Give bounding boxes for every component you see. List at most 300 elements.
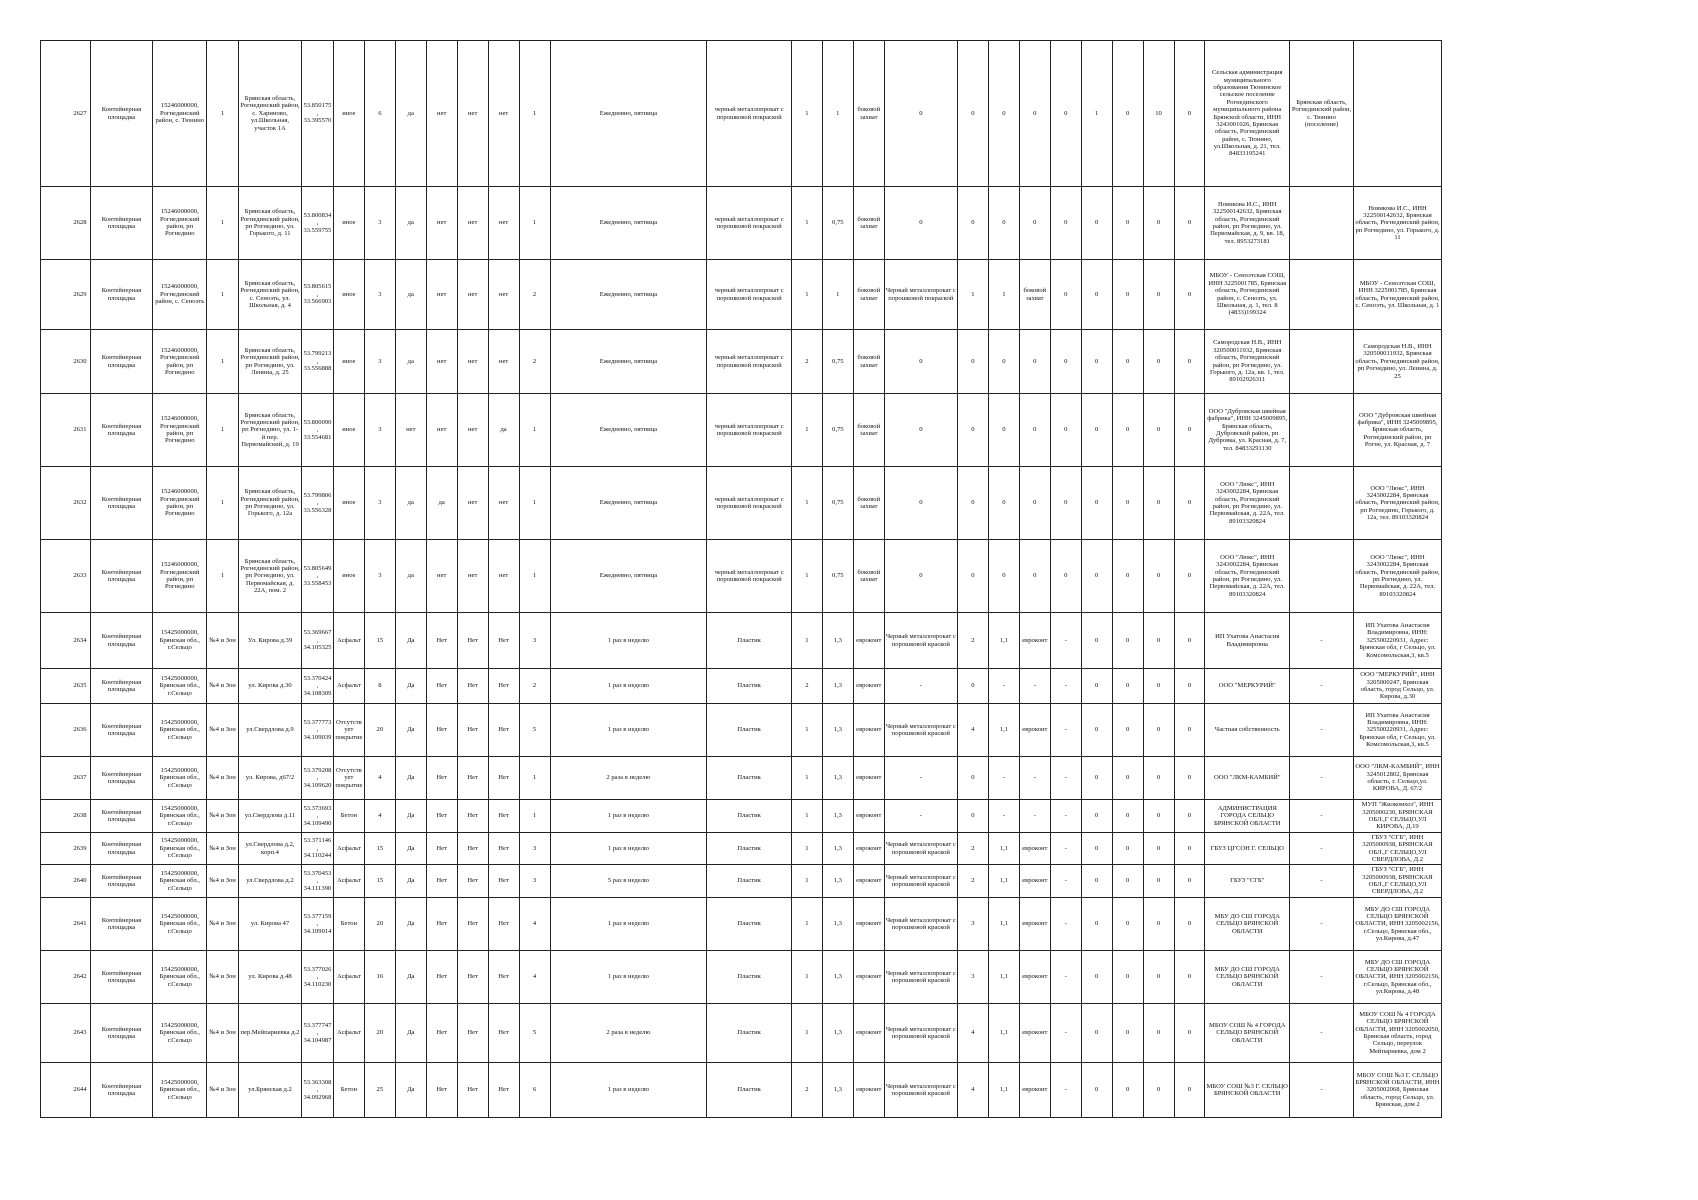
table-cell: Черный металлопрокат с порошковой краской (884, 951, 957, 1004)
table-cell: Контейнерная площадка (90, 467, 153, 540)
table-cell: 0 (884, 330, 957, 394)
table-cell: 4 (957, 704, 988, 757)
table-cell: 0 (1019, 540, 1050, 613)
table-cell: 1 раз в неделю (550, 951, 707, 1004)
table-cell: Брянская область, Рогнединский район, рп Рогнедино, ул. 1-й пер. Первомайский, д. 19 (239, 394, 302, 467)
table-cell: Сельская администрация муниципального образования Тюнинское сельское поселение Рогнединского муниципального района Брянской области, ИНН 3243001026, Брянская область, Рогнединский район, с. Тюнино, ул.Школьная, д. 21, тел. 84833195241 (1205, 41, 1290, 187)
table-cell: 0 (1081, 833, 1112, 865)
table-cell: 0 (1112, 394, 1143, 467)
table-cell: Нет (426, 865, 457, 898)
table-cell: 15425000000, Брянская обл., г.Сельцо (153, 757, 207, 800)
table-cell: 0,75 (822, 394, 853, 467)
table-cell: евроконт (1019, 1063, 1050, 1118)
table-cell: 15246000000, Рогнединский район, рп Рогнедино (153, 187, 207, 260)
table-cell: Нет (488, 898, 519, 951)
row-number-cell: 2639 (41, 833, 91, 865)
table-cell: Асфальт (333, 951, 364, 1004)
table-cell: евроконт (1019, 704, 1050, 757)
table-cell: Нет (426, 704, 457, 757)
table-row (41, 260, 1442, 330)
table-cell: МБУ ДО СШ ГОРОДА СЕЛЬЦО БРЯНСКОЙ ОБЛАСТИ (1205, 898, 1290, 951)
table-row (41, 540, 1442, 613)
table-cell: 1,3 (822, 898, 853, 951)
table-cell: 0 (957, 540, 988, 613)
table-cell: 0 (1112, 467, 1143, 540)
table-cell: Контейнерная площадка (90, 1063, 153, 1118)
table-cell: 1 (207, 330, 239, 394)
table-cell: 0 (988, 394, 1019, 467)
table-cell: Нет (488, 757, 519, 800)
table-cell: 53.805649, 33.558453 (301, 540, 333, 613)
table-cell: 1 (791, 260, 822, 330)
table-cell: евроконт (1019, 1004, 1050, 1063)
table-cell: ИП Ухатова Анастасия Владимировна (1205, 613, 1290, 669)
table-row (41, 865, 1442, 898)
table-cell: - (1050, 1063, 1081, 1118)
table-cell: 0 (1143, 757, 1174, 800)
table-cell: евроконт (853, 613, 884, 669)
table-cell: - (884, 757, 957, 800)
table-cell: 4 (519, 951, 550, 1004)
table-cell: Черный металлопрокат с порошковой краской (884, 1063, 957, 1118)
table-cell: 0 (957, 669, 988, 704)
table-cell: евроконт (853, 669, 884, 704)
table-cell: 53.377773, 34.109039 (301, 704, 333, 757)
table-cell: 0 (884, 41, 957, 187)
table-cell: Нет (488, 1004, 519, 1063)
table-cell: 1 (791, 187, 822, 260)
table-cell: Пластик (707, 704, 792, 757)
table-cell: 0,75 (822, 540, 853, 613)
table-cell: 0 (1112, 669, 1143, 704)
table-cell: - (1050, 757, 1081, 800)
table-cell: МБОУ СОШ №3 Г. СЕЛЬЦО БРЯНСКОЙ ОБЛАСТИ, ИНН 3205002068, Брянская область, город Сельцо, ул. Брянская, дом 2 (1354, 1063, 1442, 1118)
table-cell: 53.850175, 33.395570 (301, 41, 333, 187)
table-cell: 2 (791, 1063, 822, 1118)
table-cell: 0 (1174, 951, 1205, 1004)
table-cell: 0 (1081, 260, 1112, 330)
table-cell: - (1050, 704, 1081, 757)
table-cell: Брянская область, Рогнединский район, с. Хариново, ул.Школьная, участок 1А (239, 41, 302, 187)
table-cell: 0 (1112, 833, 1143, 865)
table-cell: Брянская область, Рогнединский район, с. Сеноэть, ул. Школьная, д. 4 (239, 260, 302, 330)
table-cell: Контейнерная площадка (90, 394, 153, 467)
row-number-cell: 2627 (41, 41, 91, 187)
table-cell: Нет (488, 613, 519, 669)
table-cell: Ежедневно, пятница (550, 187, 707, 260)
table-cell: №4 и Зон (207, 800, 239, 833)
table-cell: нет (426, 394, 457, 467)
table-cell: 0,75 (822, 330, 853, 394)
table-cell: нет (488, 187, 519, 260)
table-cell: 0 (1174, 833, 1205, 865)
table-cell: Контейнерная площадка (90, 898, 153, 951)
table-cell: 0 (1081, 865, 1112, 898)
table-cell: 1 (791, 951, 822, 1004)
table-cell: МБОУ - Сеноэтская СОШ, ИНН 3225001785, Брянская область, Рогнединский район, с. Сеноэть, ул. Школьная, д. 1 (1354, 260, 1442, 330)
table-cell: 0 (1112, 260, 1143, 330)
table-cell: 3 (364, 540, 395, 613)
table-cell: черный металлопрокат с порошковой покраской (707, 394, 792, 467)
table-cell: 4 (957, 1004, 988, 1063)
table-cell: 0 (988, 330, 1019, 394)
table-cell: Да (395, 800, 426, 833)
table-cell: 0 (1174, 260, 1205, 330)
table-cell: Черный металлопрокат с порошковой краской (884, 613, 957, 669)
row-number-cell: 2644 (41, 1063, 91, 1118)
table-cell: 53.370453, 34.111390 (301, 865, 333, 898)
table-cell: - (1050, 669, 1081, 704)
table-cell: Нет (426, 1004, 457, 1063)
table-cell: ул.Свердлова д.9 (239, 704, 302, 757)
table-cell: 53.373693, 34.109490 (301, 800, 333, 833)
table-cell: 53.370424, 34.108309 (301, 669, 333, 704)
table-cell: Пластик (707, 800, 792, 833)
table-cell: 0 (1081, 330, 1112, 394)
table-cell: Контейнерная площадка (90, 669, 153, 704)
table-cell: евроконт (1019, 951, 1050, 1004)
table-cell: Контейнерная площадка (90, 800, 153, 833)
table-cell: 15425000000, Брянская обл., г.Сельцо (153, 1063, 207, 1118)
table-cell: 1 (791, 41, 822, 187)
table-cell: да (488, 394, 519, 467)
table-cell: 0 (1112, 757, 1143, 800)
table-cell: 0 (1174, 540, 1205, 613)
table-cell: 0 (1019, 41, 1050, 187)
table-cell: Самородская Н.В., ИНН 320500011932, Брянская область, Рогнединский район, рп Рогнедино, ул. Ленина, д. 25 (1354, 330, 1442, 394)
table-cell: нет (488, 330, 519, 394)
table-cell: 1 (207, 41, 239, 187)
table-cell: 0 (1143, 898, 1174, 951)
table-cell: 0 (1143, 833, 1174, 865)
table-cell: 3 (364, 260, 395, 330)
table-cell: 1 (791, 898, 822, 951)
table-cell: Нет (457, 951, 488, 1004)
table-cell: 15246000000, Рогнединский район, рп Рогнедино (153, 467, 207, 540)
table-cell: 0 (1112, 898, 1143, 951)
table-row (41, 704, 1442, 757)
table-cell: ООО "Люкс", ИНН 3243002284, Брянская область, Рогнединский район, рп Рогнедино, ул. Первомайская, д. 22А, тел. 89103320824 (1354, 540, 1442, 613)
table-cell: - (1050, 1004, 1081, 1063)
table-row (41, 330, 1442, 394)
table-cell: 6 (519, 1063, 550, 1118)
table-cell: 1 (519, 800, 550, 833)
table-cell: МБОУ СОШ №3 Г. СЕЛЬЦО БРЯНСКОЙ ОБЛАСТИ (1205, 1063, 1290, 1118)
table-cell: 15246000000, Рогнединский район, рп Рогнедино (153, 330, 207, 394)
table-cell: 15425000000, Брянская обл., г.Сельцо (153, 833, 207, 865)
table-cell: нет (457, 540, 488, 613)
row-number-cell: 2633 (41, 540, 91, 613)
table-cell: Брянская область, Рогнединский район, с. Тюнино (поселение) (1290, 41, 1354, 187)
table-cell: Да (395, 833, 426, 865)
table-cell: Нет (488, 1063, 519, 1118)
table-cell: нет (426, 330, 457, 394)
table-cell: 1,3 (822, 613, 853, 669)
table-cell: Ежедневно, пятница (550, 467, 707, 540)
table-cell: Нет (457, 800, 488, 833)
table-cell: Да (395, 1063, 426, 1118)
table-cell: - (1050, 898, 1081, 951)
table-cell: Нет (457, 1063, 488, 1118)
row-number-cell: 2630 (41, 330, 91, 394)
table-cell: 15425000000, Брянская обл., г.Сельцо (153, 669, 207, 704)
table-cell: 1 (207, 260, 239, 330)
table-cell: 1 (519, 467, 550, 540)
table-cell: нет (488, 41, 519, 187)
table-cell (1290, 330, 1354, 394)
table-cell: боковой захват (853, 330, 884, 394)
table-cell: Брянская область, Рогнединский район, рп Рогнедино, ул. Горького, д. 11 (239, 187, 302, 260)
table-cell: Ежедневно, пятница (550, 260, 707, 330)
table-cell: Контейнерная площадка (90, 865, 153, 898)
table-cell: 0 (957, 330, 988, 394)
table-cell: Нет (457, 865, 488, 898)
table-cell: Нет (488, 669, 519, 704)
table-cell: нет (426, 187, 457, 260)
table-cell: 0 (1081, 757, 1112, 800)
table-cell: Брянская область, Рогнединский район, рп Рогнедино, ул. Ленина, д. 25 (239, 330, 302, 394)
table-cell: - (1290, 669, 1354, 704)
row-number-cell: 2641 (41, 898, 91, 951)
table-cell (1290, 187, 1354, 260)
table-cell: Пластик (707, 1063, 792, 1118)
table-cell: 53.369667, 34.105325 (301, 613, 333, 669)
table-cell: 2 (791, 330, 822, 394)
table-cell: Нет (457, 669, 488, 704)
table-cell: №4 и Зон (207, 833, 239, 865)
table-cell: иное (333, 330, 364, 394)
table-cell: 53.799806, 33.556328 (301, 467, 333, 540)
table-cell: 1,3 (822, 704, 853, 757)
table-cell: 1,1 (988, 613, 1019, 669)
table-cell: 0 (1143, 1004, 1174, 1063)
table-cell: Пластик (707, 951, 792, 1004)
table-cell: МБУ ДО СШ ГОРОДА СЕЛЬЦО БРЯНСКОЙ ОБЛАСТИ, ИНН 3205002156, г.Сельцо, Брянская обл., ул.Кирова, д.47 (1354, 898, 1442, 951)
table-cell: 0 (1112, 951, 1143, 1004)
table-cell: нет (426, 41, 457, 187)
table-cell: нет (426, 260, 457, 330)
table-cell: 15425000000, Брянская обл., г.Сельцо (153, 1004, 207, 1063)
table-cell: 53.377747, 34.104987 (301, 1004, 333, 1063)
table-cell: 0 (1050, 330, 1081, 394)
table-cell: 15246000000, Рогнединский район, рп Рогнедино (153, 394, 207, 467)
table-cell: ГБУЗ "СГБ" (1205, 865, 1290, 898)
table-cell: 1 (791, 1004, 822, 1063)
table-cell: иное (333, 540, 364, 613)
table-cell: 53.379208, 34.109620 (301, 757, 333, 800)
table-cell: Ул. Кирова д.39 (239, 613, 302, 669)
table-cell: АДМИНИСТРАЦИЯ ГОРОДА СЕЛЬЦО БРЯНСКОЙ ОБЛАСТИ (1205, 800, 1290, 833)
table-cell: 1 (519, 187, 550, 260)
table-cell: 1 раз в неделю (550, 669, 707, 704)
table-cell: нет (457, 260, 488, 330)
table-cell: нет (457, 41, 488, 187)
table-cell: 0 (1081, 800, 1112, 833)
table-cell: 1 раз в неделю (550, 613, 707, 669)
table-cell: 15425000000, Брянская обл., г.Сельцо (153, 898, 207, 951)
table-cell: 0 (1112, 800, 1143, 833)
table-cell: Да (395, 704, 426, 757)
table-cell: Контейнерная площадка (90, 613, 153, 669)
table-cell: 0 (1081, 613, 1112, 669)
table-cell: 0 (957, 467, 988, 540)
table-cell: Ежедневно, пятница (550, 41, 707, 187)
table-cell: нет (488, 467, 519, 540)
table-cell: ИП Ухатова Анастасия Владимировна, ИНН: 325500220931, Адрес: Брянская обл, г Сельцо, ул. Комсомольская,3, кв.5 (1354, 613, 1442, 669)
table-cell: да (395, 187, 426, 260)
table-cell: нет (457, 394, 488, 467)
table-cell: 15246000000, Рогнединский район, рп Рогнедино (153, 540, 207, 613)
table-cell: Нет (488, 951, 519, 1004)
table-cell: 20 (364, 704, 395, 757)
table-cell: Асфальт (333, 613, 364, 669)
table-cell: 1,1 (988, 898, 1019, 951)
table-cell: 0 (1143, 330, 1174, 394)
row-number-cell: 2640 (41, 865, 91, 898)
table-cell: евроконт (853, 833, 884, 865)
table-cell: 0 (1143, 1063, 1174, 1118)
table-cell: боковой захват (853, 467, 884, 540)
table-cell: 0 (957, 800, 988, 833)
table-cell: черный металлопрокат с порошковой покраской (707, 540, 792, 613)
table-cell: ул.Свердлова д.2, корп.4 (239, 833, 302, 865)
table-cell: 1 раз в неделю (550, 833, 707, 865)
table-cell: ООО "Люкс", ИНН 3243002284, Брянская область, Рогнединский район, рп Рогнедино, ул. Первомайская, д. 22А, тел. 89103320824 (1205, 540, 1290, 613)
table-row (41, 833, 1442, 865)
table-cell: 0 (988, 41, 1019, 187)
table-cell: Брянская область, Рогнединский район, рп Рогнедино, ул. Горького, д. 12а (239, 467, 302, 540)
table-cell: Нет (488, 704, 519, 757)
table-cell: 0 (1081, 187, 1112, 260)
table-cell: евроконт (853, 800, 884, 833)
table-cell: 0 (988, 467, 1019, 540)
table-cell: МБОУ СОШ № 4 ГОРОДА СЕЛЬЦО БРЯНСКОЙ ОБЛАСТИ (1205, 1004, 1290, 1063)
table-cell: - (1290, 800, 1354, 833)
table-cell: Черный металлопрокат с порошковой краской (884, 1004, 957, 1063)
table-cell: Нет (488, 800, 519, 833)
table-cell: 25 (364, 1063, 395, 1118)
table-cell: МБУ ДО СШ ГОРОДА СЕЛЬЦО БРЯНСКОЙ ОБЛАСТИ (1205, 951, 1290, 1004)
table-cell: Черный металлопрокат с порошковой краской (884, 833, 957, 865)
table-cell: - (884, 800, 957, 833)
table-cell: пер.Мейпариевка д.2 (239, 1004, 302, 1063)
table-cell: 0 (1143, 669, 1174, 704)
table-cell: Частная собственность (1205, 704, 1290, 757)
table-cell: 0 (1174, 800, 1205, 833)
table-cell: МУП "Жилкомхоз", ИНН 3205000230, БРЯНСКАЯ ОБЛ.,Г СЕЛЬЦО,УЛ КИРОВА, Д.19 (1354, 800, 1442, 833)
row-number-cell: 2642 (41, 951, 91, 1004)
table-cell: - (1290, 1063, 1354, 1118)
table-cell: 0 (1174, 757, 1205, 800)
table-cell: 1 раз в неделю (550, 800, 707, 833)
table-cell: 4 (364, 800, 395, 833)
table-cell: 1,1 (988, 704, 1019, 757)
table-cell: иное (333, 467, 364, 540)
table-cell: Нет (426, 1063, 457, 1118)
table-cell: 0 (1019, 330, 1050, 394)
table-cell: 0 (1174, 613, 1205, 669)
table-cell: 1 (207, 467, 239, 540)
table-cell: 0 (1112, 1063, 1143, 1118)
table-cell: 0 (1050, 540, 1081, 613)
table-cell: 16 (364, 951, 395, 1004)
table-cell: 0 (1112, 540, 1143, 613)
table-cell: 0 (1019, 467, 1050, 540)
table-cell: №4 и Зон (207, 704, 239, 757)
table-cell: нет (457, 187, 488, 260)
table-cell: 1 (791, 833, 822, 865)
table-cell (1290, 467, 1354, 540)
table-cell: ГБУЗ "СГБ", ИНН 3205000938, БРЯНСКАЯ ОБЛ.,Г СЕЛЬЦО,УЛ СВЕРДЛОВА, Д.2 (1354, 865, 1442, 898)
table-cell: да (395, 41, 426, 187)
table-cell: ООО "Дубровская швейная фабрика", ИНН 3245009895, Брянская область, Дубровский район, рп Дубровка, ул. Красная, д. 7, тел. 84833291130 (1205, 394, 1290, 467)
table-cell: боковой захват (853, 41, 884, 187)
table-cell: 1,1 (988, 1063, 1019, 1118)
table-cell: №4 и Зон (207, 613, 239, 669)
table-cell: 3 (364, 330, 395, 394)
table-cell: №4 и Зон (207, 1063, 239, 1118)
table-cell: 0 (1081, 669, 1112, 704)
table-cell: МБОУ - Сеноэтская СОШ, ИНН 3225001785, Брянская область, Рогнединский район, с. Сеноэть, ул. Школьная, д. 1, тел. 8 (4833)199324 (1205, 260, 1290, 330)
table-cell: нет (488, 540, 519, 613)
table-cell: Отсутствует покрытие (333, 704, 364, 757)
table-cell: 0 (1143, 540, 1174, 613)
table-cell: Бетон (333, 800, 364, 833)
table-cell: 6 (364, 41, 395, 187)
table-cell: ул.Свердлова д.11 (239, 800, 302, 833)
table-cell: 8 (364, 669, 395, 704)
table-cell: 0 (1050, 41, 1081, 187)
table-cell: евроконт (853, 1004, 884, 1063)
table-cell: - (1050, 865, 1081, 898)
table-cell (1290, 540, 1354, 613)
table-cell: Нет (457, 833, 488, 865)
table-cell: 1 (519, 394, 550, 467)
table-cell: 0 (988, 187, 1019, 260)
row-number-cell: 2628 (41, 187, 91, 260)
table-cell: 4 (519, 898, 550, 951)
table-cell: 15246000000, Рогнединский район, с. Сеноэть (153, 260, 207, 330)
table-cell: Нет (426, 669, 457, 704)
table-cell: 0 (1174, 394, 1205, 467)
table-cell: 53.371146, 34.110244 (301, 833, 333, 865)
table-row (41, 757, 1442, 800)
table-cell: ООО "Дубровская швейная фабрика", ИНН 3245009895, Брянская область, Рогнединский район, рп Рогне, ул. Красная, д. 7 (1354, 394, 1442, 467)
table-cell: Контейнерная площадка (90, 41, 153, 187)
table-cell: 15 (364, 613, 395, 669)
table-cell: 0 (1174, 1004, 1205, 1063)
table-cell: ул.Свердлова д.2 (239, 865, 302, 898)
table-row (41, 41, 1442, 187)
table-cell: Да (395, 865, 426, 898)
table-cell: 0 (884, 467, 957, 540)
row-number-cell: 2638 (41, 800, 91, 833)
table-cell: - (988, 669, 1019, 704)
table-cell: Пластик (707, 669, 792, 704)
table-cell: №4 и Зон (207, 1004, 239, 1063)
table-cell: 1,3 (822, 951, 853, 1004)
table-cell: 1 (791, 704, 822, 757)
table-cell: 1 раз в неделю (550, 704, 707, 757)
table-cell: ООО "ЛКМ-КАМБИЙ", ИНН 3245012802, Брянская область, г. Сельцо,ул. КИРОВА, Д. 67/2 (1354, 757, 1442, 800)
table-cell: 3 (364, 187, 395, 260)
table-cell: 0 (1112, 330, 1143, 394)
table-cell: 0 (1081, 1063, 1112, 1118)
table-cell: 15425000000, Брянская обл., г.Сельцо (153, 865, 207, 898)
table-cell: Пластик (707, 865, 792, 898)
table-cell: 1 (519, 540, 550, 613)
table-cell: Отсутствует покрытие (333, 757, 364, 800)
